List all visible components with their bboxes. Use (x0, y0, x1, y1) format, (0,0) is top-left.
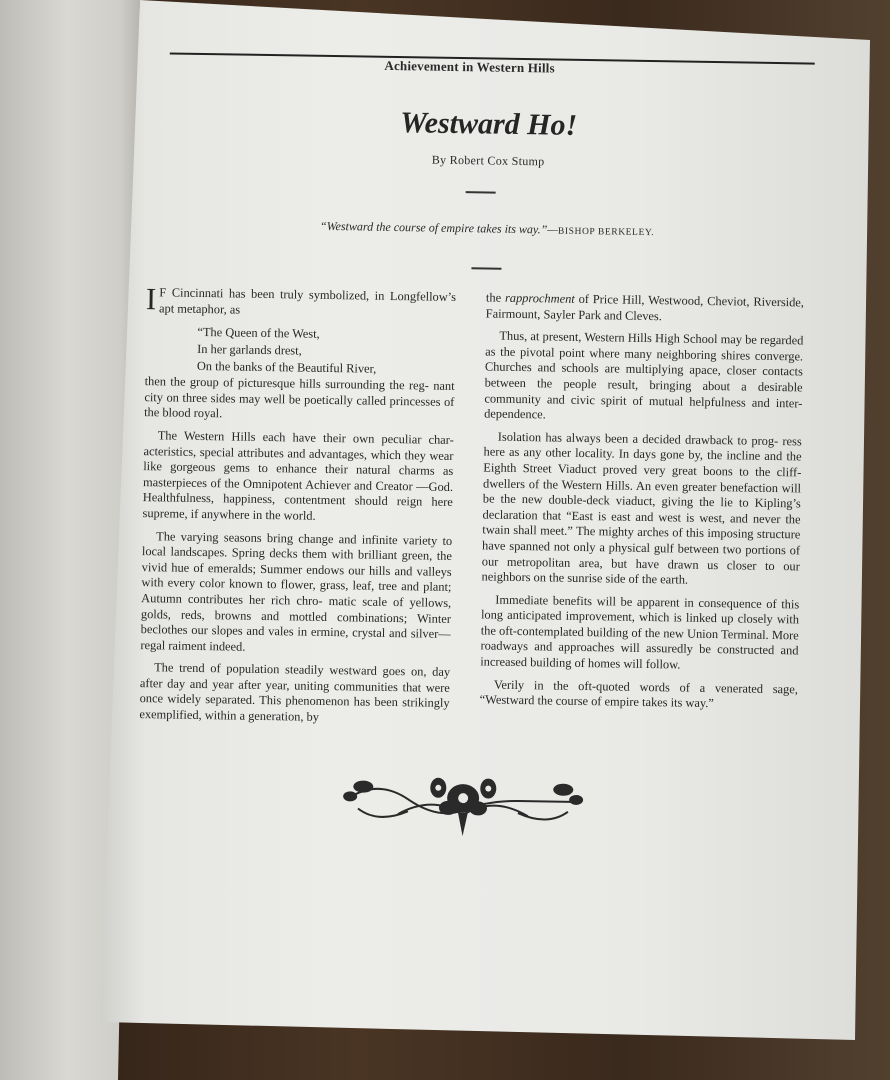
paragraph-4: The trend of population steadily westward goes on, day after day and year after year, uniting communities that were once widely separated. This phenomenon has been strikingly exemplified, within a generation, by (139, 660, 451, 724)
paragraph-7: Isolation has always been a decided drawback to prog- ress here as any other locality. In days gone by, the incline and the Eighth Street Viaduct proved very great boons to the cliff-dwellers of the Western Hills. An even greater benefaction will be the new double-deck viaduct, giving the lie to Kipling’s declaration that “East is east and west is west, and never the twain shall meet.” The mighty arches of this imposing structure have spanned not only a physical gulf between two portions of our metropolitan area, but have drawn us closer to our neighbors on the sunrise side of the earth. (481, 429, 802, 587)
paragraph-6: Thus, at present, Western Hills High School may be regarded as the pivotal point where many neighboring shires converge. Churches and schools are multiplying apace, closer contacts between the people result, bringing about a desirable community and civic spirit of mutual helpfulness and inter-dependence. (484, 328, 804, 422)
running-head: Achievement in Western Hills (384, 57, 555, 76)
paragraph-2: The Western Hills each have their own peculiar char- acteristics, special attributes and advantages, which they wear like gorgeous gems to enhance their natural charms as masterpieces of the Omnipotent Achiever and Creator —God. Healthfulness, happiness, contentment should reign here supreme, if anywhere in the world. (142, 428, 454, 523)
page-content (126, 40, 819, 911)
floral-ornament (337, 768, 588, 842)
paragraph-8: Immediate benefits will be apparent in consequence of this long anticipated improvement, which is linked up closely with the oft-contemplated building of the new Union Terminal. More roadways and approaches will assuredly be constructed and increased building of homes will follow. (480, 592, 800, 672)
epigraph (137, 216, 837, 242)
paragraph-1 (145, 281, 457, 321)
byline: By Robert Cox Stump (431, 152, 545, 169)
paragraph-9: Verily in the oft-quoted words of a venerated sage, “Westward the course of empire takes its way.” (479, 677, 798, 711)
paragraph-3: The varying seasons bring change and infinite variety to local landscapes. Spring decks them with brilliant green, the vivid hue of emeralds; Summer endows our hills and valleys with every color known to flower, grass, leaf, tree and plant; Autumn contributes her rich chro- matic scale of yellows, golds, reds, browns and mottled combinations; Winter beclothes our slopes and vales in ermine, crystal and silver—regal raiment indeed. (140, 528, 453, 654)
epigraph-quote: “Westward the course of empire takes its way.”— (319, 218, 559, 237)
verse-line: In her garlands drest, (197, 342, 302, 358)
article-title: Westward Ho! (399, 106, 578, 142)
paragraph-1-intro: F Cincinnati has been truly symbolized, in Longfellow’s apt metaphor, as (159, 285, 457, 317)
paragraph-5-start: the (485, 290, 506, 305)
paragraph-5-end: of Price Hill, Westwood, Cheviot, Riverside, Fairmount, Sayler Park and Cleves. (485, 291, 805, 323)
separator-dash (471, 267, 501, 269)
left-column (139, 281, 457, 734)
paragraph-1-continued: then the group of picturesque hills surrounding the reg- nant city on three sides may well be poetically called princesses of the blood royal. (144, 374, 455, 421)
verse-quote (197, 324, 456, 379)
separator-dash (466, 191, 496, 193)
drop-cap: I (145, 281, 157, 317)
paragraph-5 (486, 290, 804, 326)
verse-line: On the banks of the Beautiful River, (196, 359, 377, 376)
paragraph-5-italic: rapprochment (504, 290, 575, 306)
right-column (479, 290, 804, 720)
verse-line: “The Queen of the West, (197, 325, 320, 342)
epigraph-attribution: BISHOP BERKELEY. (557, 226, 655, 239)
